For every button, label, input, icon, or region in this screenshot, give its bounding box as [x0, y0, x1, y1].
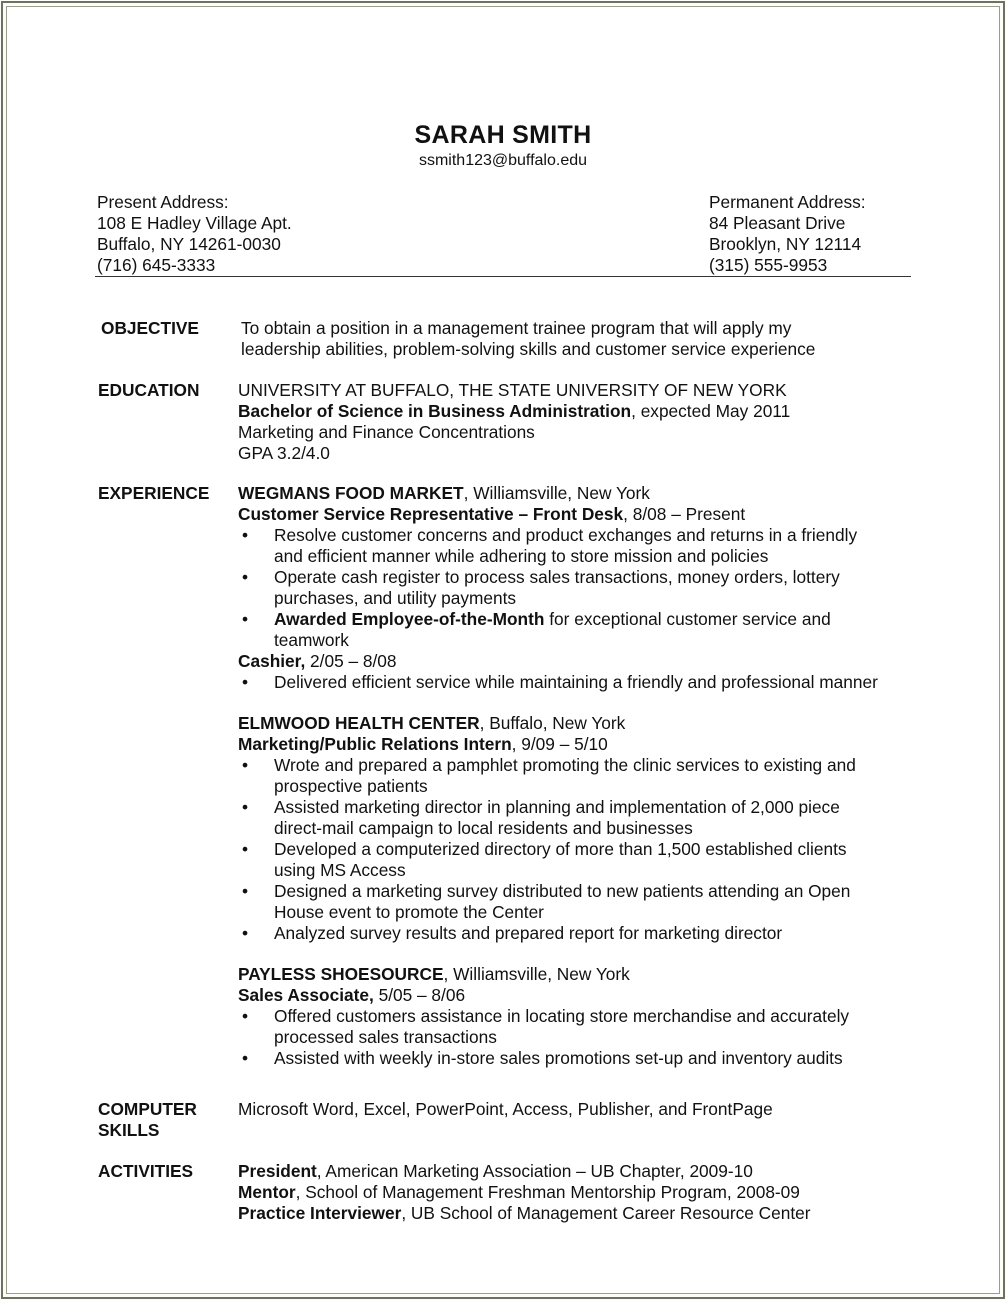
job-entry	[238, 483, 918, 693]
role-line	[238, 985, 918, 1006]
bullet-icon: •	[241, 881, 249, 901]
bullet-item	[238, 567, 914, 609]
bullet-icon: •	[241, 755, 249, 775]
label-line: COMPUTER	[98, 1099, 197, 1119]
bullet-item	[238, 923, 914, 944]
bullet-text: House event to promote the Center	[274, 902, 544, 922]
bullet-item	[238, 1048, 914, 1069]
bullet-icon: •	[241, 797, 249, 817]
bullet-text: purchases, and utility payments	[274, 588, 517, 608]
employer-name: ELMWOOD HEALTH CENTER	[238, 713, 480, 733]
role-line	[238, 734, 918, 755]
bullet-text: Assisted with weekly in-store sales promotions set-up and inventory audits	[274, 1048, 843, 1068]
bullet-text: using MS Access	[274, 860, 406, 880]
role-dates: 5/05 – 8/06	[373, 985, 466, 1005]
present-address-block	[97, 192, 292, 276]
permanent-address-block	[709, 192, 866, 276]
employer-line	[238, 483, 918, 504]
section-label-education: EDUCATION	[98, 380, 200, 400]
bullet-text: Developed a computerized directory of more than 1,500 established clients	[274, 839, 847, 859]
bullet-icon: •	[241, 839, 249, 859]
bullet-text: processed sales transactions	[274, 1027, 497, 1047]
degree-title: Bachelor of Science in Business Administration	[238, 401, 632, 421]
bullet-icon: •	[241, 567, 249, 587]
bullet-text: Assisted marketing director in planning and implementation of 2,000 piece	[274, 797, 840, 817]
bullet-item	[238, 797, 914, 839]
bullet-text: Offered customers assistance in locating store merchandise and accurately	[274, 1006, 850, 1026]
bullet-text: Delivered efficient service while maintaining a friendly and professional manner	[274, 672, 878, 692]
employer-location: , Buffalo, New York	[479, 713, 626, 733]
role-dates: , 9/09 – 5/10	[511, 734, 608, 754]
resume-name: SARAH SMITH	[414, 121, 592, 149]
label-line: SKILLS	[98, 1120, 160, 1140]
degree-line	[238, 401, 918, 422]
present-address-label: Present Address:	[97, 192, 229, 212]
objective-text	[241, 318, 921, 360]
employer-name: PAYLESS SHOESOURCE	[238, 964, 444, 984]
objective-line: To obtain a position in a management trainee program that will apply my	[241, 318, 792, 338]
role-line	[238, 504, 918, 525]
computer-skills-content	[238, 1099, 918, 1120]
role-dates: , 8/08 – Present	[623, 504, 746, 524]
bullet-text: direct-mail campaign to local residents and businesses	[274, 818, 693, 838]
bullet-icon: •	[241, 672, 249, 692]
bullet-rest: for exceptional customer service and	[544, 609, 831, 629]
bullet-text: teamwork	[274, 630, 349, 650]
employer-line	[238, 964, 918, 985]
bullet-text: Analyzed survey results and prepared report for marketing director	[274, 923, 783, 943]
permanent-address-line2: Brooklyn, NY 12114	[709, 234, 862, 254]
activity-detail: , UB School of Management Career Resource Center	[401, 1203, 811, 1223]
job-entry	[238, 713, 918, 944]
section-label-experience: EXPERIENCE	[98, 483, 210, 503]
activity-detail: , American Marketing Association – UB Chapter, 2009-10	[316, 1161, 753, 1181]
bullet-icon: •	[241, 609, 249, 629]
permanent-phone: (315) 555-9953	[709, 255, 828, 275]
present-address-line2: Buffalo, NY 14261-0030	[97, 234, 281, 254]
education-content	[238, 380, 918, 464]
experience-content	[238, 483, 918, 1069]
section-label-computer-skills	[98, 1099, 197, 1141]
activity-detail: , School of Management Freshman Mentorship Program, 2008-09	[295, 1182, 800, 1202]
role-title: Customer Service Representative – Front Desk	[238, 504, 624, 524]
activity-item	[238, 1182, 918, 1203]
bullet-icon: •	[241, 1006, 249, 1026]
bullet-item	[238, 881, 914, 923]
activity-role: Mentor	[238, 1182, 296, 1202]
header-divider	[95, 276, 911, 277]
activity-item	[238, 1161, 918, 1182]
employer-location: , Williamsville, New York	[463, 483, 650, 503]
role-title: Cashier,	[238, 651, 306, 671]
bullet-item	[238, 672, 914, 693]
bullet-item	[238, 839, 914, 881]
permanent-address-line1: 84 Pleasant Drive	[709, 213, 846, 233]
bullet-item	[238, 525, 914, 567]
activity-role: Practice Interviewer	[238, 1203, 402, 1223]
employer-name: WEGMANS FOOD MARKET	[238, 483, 464, 503]
concentrations: Marketing and Finance Concentrations	[238, 422, 535, 442]
bullet-icon: •	[241, 923, 249, 943]
job-entry	[238, 964, 918, 1069]
employer-line	[238, 713, 918, 734]
activity-item	[238, 1203, 918, 1224]
employer-location: , Williamsville, New York	[443, 964, 630, 984]
bullet-text	[274, 609, 914, 630]
bullet-icon: •	[241, 525, 249, 545]
present-address-line1: 108 E Hadley Village Apt.	[97, 213, 292, 233]
bullet-text: prospective patients	[274, 776, 428, 796]
computer-skills-text: Microsoft Word, Excel, PowerPoint, Access, Publisher, and FrontPage	[238, 1099, 773, 1119]
role-dates: 2/05 – 8/08	[305, 651, 397, 671]
school-name: UNIVERSITY AT BUFFALO, THE STATE UNIVERSITY OF NEW YORK	[238, 380, 787, 400]
objective-line: leadership abilities, problem-solving skills and customer service experience	[241, 339, 816, 359]
bullet-text: and efficient manner while adhering to store mission and policies	[274, 546, 769, 566]
bullet-text: Designed a marketing survey distributed to new patients attending an Open	[274, 881, 851, 901]
permanent-address-label: Permanent Address:	[709, 192, 866, 212]
bullet-item	[238, 1006, 914, 1048]
activity-role: President	[238, 1161, 317, 1181]
present-phone: (716) 645-3333	[97, 255, 216, 275]
email-address: ssmith123@buffalo.edu	[418, 152, 588, 169]
bullet-text: Operate cash register to process sales transactions, money orders, lottery	[274, 567, 840, 587]
bullet-item	[238, 755, 914, 797]
role-title: Sales Associate,	[238, 985, 374, 1005]
degree-expected: , expected May 2011	[631, 401, 791, 421]
activities-content	[238, 1161, 918, 1224]
bullet-text: Wrote and prepared a pamphlet promoting the clinic services to existing and	[274, 755, 856, 775]
gpa: GPA 3.2/4.0	[238, 443, 330, 463]
role-line	[238, 651, 918, 672]
section-label-activities: ACTIVITIES	[98, 1161, 194, 1181]
section-label-objective: OBJECTIVE	[101, 318, 199, 338]
bullet-icon: •	[241, 1048, 249, 1068]
bullet-bold: Awarded Employee-of-the-Month	[274, 609, 545, 629]
bullet-text: Resolve customer concerns and product exchanges and returns in a friendly	[274, 525, 858, 545]
bullet-item	[238, 609, 914, 651]
role-title: Marketing/Public Relations Intern	[238, 734, 512, 754]
